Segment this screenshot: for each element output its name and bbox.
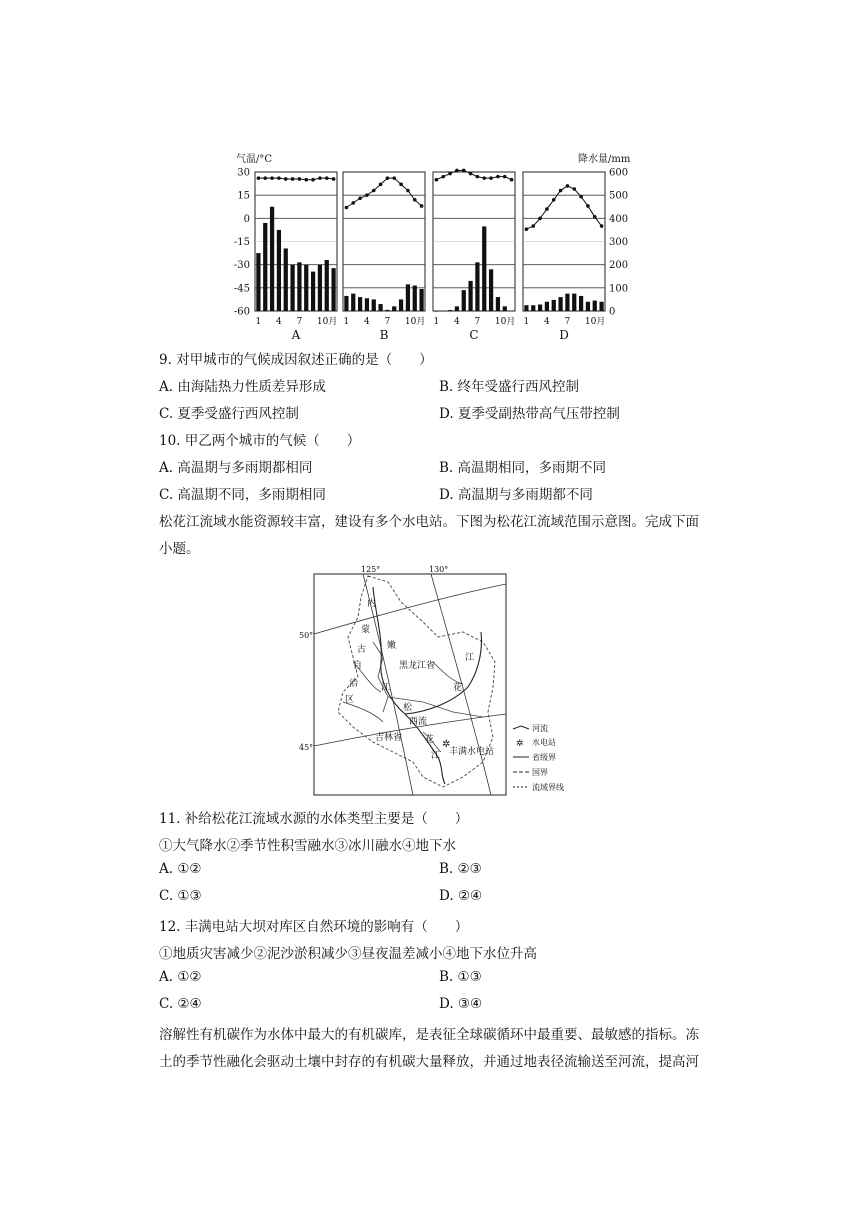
temperature-tick-label: -30 — [233, 260, 250, 272]
q12-stem: 12. 丰满电站大坝对库区自然环境的影响有（ ） — [159, 919, 469, 935]
temperature-tick-label: 15 — [237, 190, 250, 202]
month-tick-label: 7 — [474, 317, 481, 327]
place-label: 江 — [431, 751, 441, 761]
place-label: 蒙 — [361, 625, 371, 635]
precipitation-bar — [263, 223, 267, 311]
q11-option-d[interactable]: D. ②④ — [439, 888, 483, 904]
precipitation-bar — [509, 311, 513, 312]
temperature-point — [257, 176, 261, 180]
temperature-tick-label: 0 — [243, 213, 250, 225]
precipitation-bar — [503, 306, 507, 311]
q9-option-c[interactable]: C. 夏季受盛行西风控制 — [159, 406, 299, 422]
temperature-tick-label: 30 — [237, 167, 250, 179]
temperature-point — [365, 193, 369, 197]
place-label-heilongjiang: 黑龙江省 — [399, 661, 436, 671]
temperature-point — [476, 175, 480, 179]
temperature-point — [420, 204, 424, 208]
temperature-point — [325, 176, 329, 180]
legend-station: 水电站 — [532, 738, 556, 747]
precipitation-bar — [318, 265, 322, 311]
temperature-point — [462, 169, 466, 173]
temperature-point — [600, 224, 604, 228]
q9-option-a[interactable]: A. 由海陆热力性质差异形成 — [159, 379, 326, 395]
passage-carbon-line1: 溶解性有机碳作为水体中最大的有机碳库，是表征全球碳循环中最重要、最敏感的指标。冻 — [159, 1027, 699, 1043]
temperature-point — [545, 207, 549, 211]
precipitation-bar — [270, 207, 274, 311]
precipitation-bar — [455, 306, 459, 311]
precipitation-bar — [290, 265, 294, 311]
precipitation-bar — [475, 262, 479, 311]
month-tick-label: 1 — [523, 317, 530, 327]
precipitation-tick-label: 400 — [609, 213, 629, 225]
temperature-line — [526, 186, 601, 229]
month-tick-label: 4 — [364, 317, 370, 327]
place-label: 西流 — [409, 717, 428, 727]
temperature-point — [379, 183, 383, 187]
temperature-point — [593, 215, 597, 219]
temperature-point — [351, 201, 355, 205]
month-tick-label: 7 — [564, 317, 571, 327]
panel-label: C — [469, 328, 479, 342]
temperature-point — [413, 198, 417, 202]
temperature-point — [482, 176, 486, 180]
temperature-point — [552, 198, 556, 202]
temperature-point — [579, 195, 583, 199]
temperature-point — [372, 189, 376, 193]
temperature-point — [298, 177, 302, 181]
map-svg — [299, 562, 578, 802]
q9-stem: 9. 对甲城市的气候成因叙述正确的是（ ） — [159, 352, 433, 368]
climate-chart — [228, 150, 631, 345]
precipitation-bar — [358, 297, 362, 311]
precipitation-bar — [304, 265, 308, 311]
precipitation-bar — [419, 289, 423, 311]
temperature-line — [258, 178, 333, 180]
precipitation-bar — [351, 294, 355, 311]
temperature-point — [311, 178, 315, 182]
q12-items: ①地质灾害减少②泥沙淤积减少③昼夜温差减小④地下水位升高 — [159, 946, 537, 962]
month-tick-label: 10月 — [584, 317, 606, 327]
precipitation-tick-label: 0 — [609, 306, 616, 318]
month-tick-label: 1 — [433, 317, 440, 327]
temperature-tick-label: -15 — [233, 237, 250, 248]
q12-option-b[interactable]: B. ①③ — [439, 969, 482, 985]
precipitation-tick-label: 200 — [609, 260, 629, 272]
place-label: 自 — [353, 661, 363, 671]
precipitation-bar — [277, 230, 281, 311]
precipitation-bar — [531, 305, 535, 311]
temperature-point — [566, 184, 570, 188]
temperature-point — [392, 176, 396, 180]
precipitation-bar — [441, 311, 445, 312]
month-tick-label: 1 — [343, 317, 350, 327]
q10-option-d[interactable]: D. 高温期与多雨期都不同 — [439, 487, 593, 503]
q12-option-a[interactable]: A. ①② — [159, 969, 202, 985]
precipitation-bar — [378, 304, 382, 311]
temperature-point — [291, 177, 295, 181]
temperature-point — [586, 204, 590, 208]
precipitation-tick-label: 600 — [609, 167, 629, 179]
precipitation-bar — [579, 296, 583, 311]
temperature-tick-label: -60 — [233, 306, 250, 318]
place-label-fengman: 丰满水电站 — [449, 747, 495, 757]
temperature-point — [263, 176, 267, 180]
q11-stem: 11. 补给松花江流域水源的水体类型主要是（ ） — [159, 811, 469, 827]
precipitation-bar — [399, 299, 403, 311]
place-label: 花 — [453, 683, 463, 693]
temperature-point — [441, 175, 445, 179]
temperature-point — [531, 224, 535, 228]
map-legend — [513, 723, 564, 792]
place-label: 松 — [403, 703, 413, 713]
place-label: 古 — [357, 645, 367, 655]
month-tick-label: 1 — [255, 317, 262, 327]
place-label: 江 — [465, 653, 475, 663]
q10-stem: 10. 甲乙两个城市的气候（ ） — [159, 433, 361, 449]
place-label: 花 — [425, 735, 435, 745]
temperature-point — [448, 172, 452, 176]
legend-river-symbol — [513, 726, 529, 729]
temperature-point — [496, 175, 500, 179]
precipitation-tick-label: 100 — [609, 283, 629, 295]
precipitation-bar — [344, 296, 348, 311]
q10-option-a[interactable]: A. 高温期与多雨期都相同 — [159, 460, 313, 476]
precipitation-bar — [538, 305, 542, 311]
temperature-line — [346, 178, 421, 207]
q9-option-b[interactable]: B. 终年受盛行西风控制 — [439, 379, 580, 395]
precipitation-bar — [462, 290, 466, 311]
precipitation-bar — [572, 294, 576, 311]
temperature-point — [358, 196, 362, 200]
temperature-point — [435, 178, 439, 182]
legend-province: 省级界 — [532, 753, 556, 762]
q12-option-d[interactable]: D. ③④ — [439, 996, 483, 1012]
temperature-point — [277, 176, 281, 180]
panel-label: B — [379, 328, 389, 342]
precipitation-bar — [448, 310, 452, 311]
precipitation-tick-label: 500 — [609, 190, 629, 202]
month-tick-label: 4 — [544, 317, 550, 327]
precipitation-tick-label: 300 — [609, 237, 629, 248]
place-label: 嫩 — [387, 641, 397, 651]
legend-station-icon: ✲ — [516, 739, 524, 749]
month-tick-label: 10月 — [316, 317, 338, 327]
temperature-point — [304, 178, 308, 182]
precipitation-bar — [489, 269, 493, 311]
temperature-axis-label: 气温/°C — [236, 154, 273, 165]
precipitation-bar — [311, 272, 315, 311]
temperature-point — [399, 183, 403, 187]
month-tick-label: 10月 — [404, 317, 426, 327]
q11-option-a[interactable]: A. ①② — [159, 861, 202, 877]
precipitation-bar — [552, 300, 556, 311]
precipitation-bar — [593, 301, 597, 311]
precipitation-bar — [372, 299, 376, 311]
precipitation-axis-label: 降水量/mm — [578, 154, 631, 165]
climate-chart-figure — [228, 150, 631, 345]
temperature-point — [345, 206, 349, 210]
passage-songhua-line1: 松花江流域水能资源较丰富，建设有多个水电站。下图为松花江流域范围示意图。完成下面 — [159, 514, 699, 530]
place-label: 内 — [367, 599, 377, 609]
temperature-point — [503, 175, 507, 179]
precipitation-bar — [565, 294, 569, 311]
temperature-point — [406, 189, 410, 193]
temperature-point — [270, 176, 274, 180]
q11-option-b[interactable]: B. ②③ — [439, 861, 482, 877]
precipitation-bar — [586, 302, 590, 311]
lat-label-45: 45° — [299, 743, 314, 752]
month-tick-label: 4 — [454, 317, 460, 327]
panel-label: A — [291, 328, 301, 342]
precipitation-bar — [482, 226, 486, 311]
lon-label-125: 125° — [361, 565, 381, 574]
temperature-point — [469, 172, 473, 176]
legend-river: 河流 — [532, 724, 548, 733]
temperature-point — [284, 177, 288, 181]
hydropower-station-icon: ✲ — [442, 739, 451, 750]
precipitation-bar — [468, 281, 472, 311]
legend-basin: 流域界线 — [532, 783, 564, 792]
q10-option-b[interactable]: B. 高温期相同，多雨期不同 — [439, 460, 607, 476]
temperature-point — [510, 178, 514, 182]
temperature-point — [572, 187, 576, 191]
passage-songhua-line2: 小题。 — [159, 541, 200, 557]
place-label: 区 — [345, 695, 355, 705]
temperature-tick-label: -45 — [233, 283, 250, 295]
temperature-point — [525, 227, 529, 231]
precipitation-bar — [413, 286, 417, 311]
month-tick-label: 10月 — [494, 317, 516, 327]
q10-option-c[interactable]: C. 高温期不同，多雨期相同 — [159, 487, 326, 503]
precipitation-bar — [284, 248, 288, 311]
precipitation-bar — [599, 302, 603, 311]
province-border-west — [373, 642, 391, 712]
month-tick-label: 7 — [384, 317, 391, 327]
lat-label-50: 50° — [299, 631, 314, 640]
precipitation-bar — [365, 298, 369, 311]
precipitation-bar — [297, 262, 301, 311]
temperature-point — [559, 189, 563, 193]
precipitation-bar — [325, 260, 329, 311]
precipitation-bar — [524, 305, 528, 311]
q9-option-d[interactable]: D. 夏季受副热带高气压带控制 — [439, 406, 620, 422]
precipitation-bar — [406, 284, 410, 311]
month-tick-label: 7 — [296, 317, 303, 327]
precipitation-bar — [385, 310, 389, 311]
q11-option-c[interactable]: C. ①③ — [159, 888, 202, 904]
q12-option-c[interactable]: C. ②④ — [159, 996, 202, 1012]
place-label: 江 — [381, 683, 391, 693]
songhua-basin-map — [299, 562, 578, 802]
place-label-jilin: 吉林省 — [375, 733, 403, 743]
temperature-point — [455, 169, 459, 173]
parallel-50 — [314, 584, 506, 634]
precipitation-bar — [434, 311, 438, 312]
temperature-point — [538, 217, 542, 221]
river-songhua-main — [405, 632, 481, 714]
lon-label-130: 130° — [429, 565, 449, 574]
precipitation-bar — [256, 253, 260, 311]
precipitation-bar — [545, 302, 549, 311]
precipitation-bar — [496, 297, 500, 311]
legend-border: 国界 — [532, 768, 548, 777]
place-label: 治 — [349, 679, 359, 689]
month-tick-label: 4 — [276, 317, 282, 327]
temperature-point — [332, 177, 336, 181]
precipitation-bar — [392, 306, 396, 311]
panel-label: D — [559, 328, 569, 342]
passage-carbon-line2: 土的季节性融化会驱动土壤中封存的有机碳大量释放，并通过地表径流输送至河流，提高河 — [159, 1054, 699, 1070]
temperature-point — [386, 176, 390, 180]
temperature-point — [489, 176, 493, 180]
precipitation-bar — [331, 268, 335, 311]
temperature-point — [318, 176, 322, 180]
precipitation-bar — [558, 297, 562, 311]
q11-items: ①大气降水②季节性积雪融水③冰川融水④地下水 — [159, 838, 456, 854]
